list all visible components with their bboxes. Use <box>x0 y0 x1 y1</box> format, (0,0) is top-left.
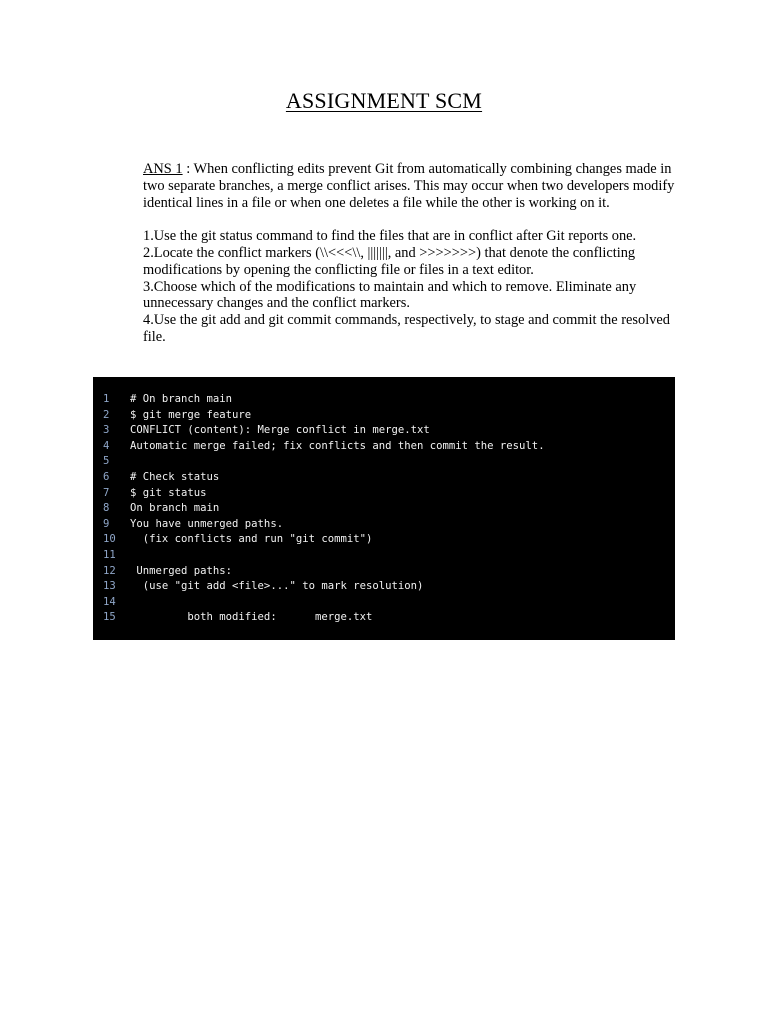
line-number: 7 <box>103 486 110 499</box>
code-text: (fix conflicts and run "git commit") <box>130 533 373 546</box>
code-line <box>93 532 675 548</box>
line-number: 9 <box>103 517 110 530</box>
code-line <box>93 470 675 486</box>
page-title: ASSIGNMENT SCM <box>285 88 483 113</box>
step-3: 3.Choose which of the modifications to maintain and which to remove. Eliminate any unnecessary changes and the conflict markers. <box>143 278 637 312</box>
step-1: 1.Use the git status command to find the files that are in conflict after Git reports one. <box>143 228 637 245</box>
code-line <box>93 439 675 455</box>
code-line <box>93 610 675 626</box>
line-number: 14 <box>103 595 116 608</box>
answer-label: ANS 1 <box>143 161 183 177</box>
code-line <box>93 595 675 611</box>
code-text: both modified: merge.txt <box>130 611 373 624</box>
answer-intro <box>143 161 679 211</box>
line-number: 10 <box>103 533 116 546</box>
line-number: 5 <box>103 455 110 468</box>
code-line <box>93 486 675 502</box>
line-number: 3 <box>103 424 110 437</box>
code-text: # On branch main <box>130 393 233 405</box>
code-line <box>93 423 675 439</box>
paragraph-gap <box>143 211 679 228</box>
line-number: 11 <box>103 548 116 561</box>
code-line <box>93 501 675 517</box>
answer-body <box>143 161 679 346</box>
code-text: Automatic merge failed; fix conflicts and then commit the result. <box>130 439 545 452</box>
line-number: 13 <box>103 580 116 593</box>
answer-intro-text: : When conflicting edits prevent Git from automatically combining changes made in two separate branches, a merge conflict arises. This may occur when two developers modify identical lines in a file or when one deletes a file while the other is working on it. <box>143 161 675 211</box>
line-number: 12 <box>103 564 116 577</box>
code-line <box>93 564 675 580</box>
code-line <box>93 408 675 424</box>
code-text: On branch main <box>130 502 220 515</box>
code-text: You have unmerged paths. <box>130 517 284 530</box>
code-line <box>93 454 675 470</box>
line-number: 6 <box>103 470 110 483</box>
code-text: $ git merge feature <box>130 408 252 421</box>
line-number: 4 <box>103 439 110 452</box>
code-text: (use "git add <file>..." to mark resolution) <box>130 580 424 593</box>
line-number: 8 <box>103 502 110 515</box>
line-number: 2 <box>103 408 110 421</box>
code-block <box>93 377 675 640</box>
code-text: Unmerged paths: <box>130 564 233 577</box>
code-text: CONFLICT (content): Merge conflict in merge.txt <box>130 424 430 437</box>
line-number: 15 <box>103 611 116 624</box>
code-line <box>93 579 675 595</box>
code-text: # Check status <box>130 470 220 483</box>
code-line <box>93 392 675 408</box>
code-line <box>93 548 675 564</box>
code-line <box>93 517 675 533</box>
line-number: 1 <box>103 393 110 405</box>
step-4: 4.Use the git add and git commit commands, respectively, to stage and commit the resolved file. <box>143 312 670 345</box>
code-text: $ git status <box>130 486 207 499</box>
step-2: 2.Locate the conflict markers (\\<<<\\, |||||||, and >>>>>>>) that denote the conflicting modifications by opening the conflicting file or files in a text editor. <box>143 244 636 278</box>
